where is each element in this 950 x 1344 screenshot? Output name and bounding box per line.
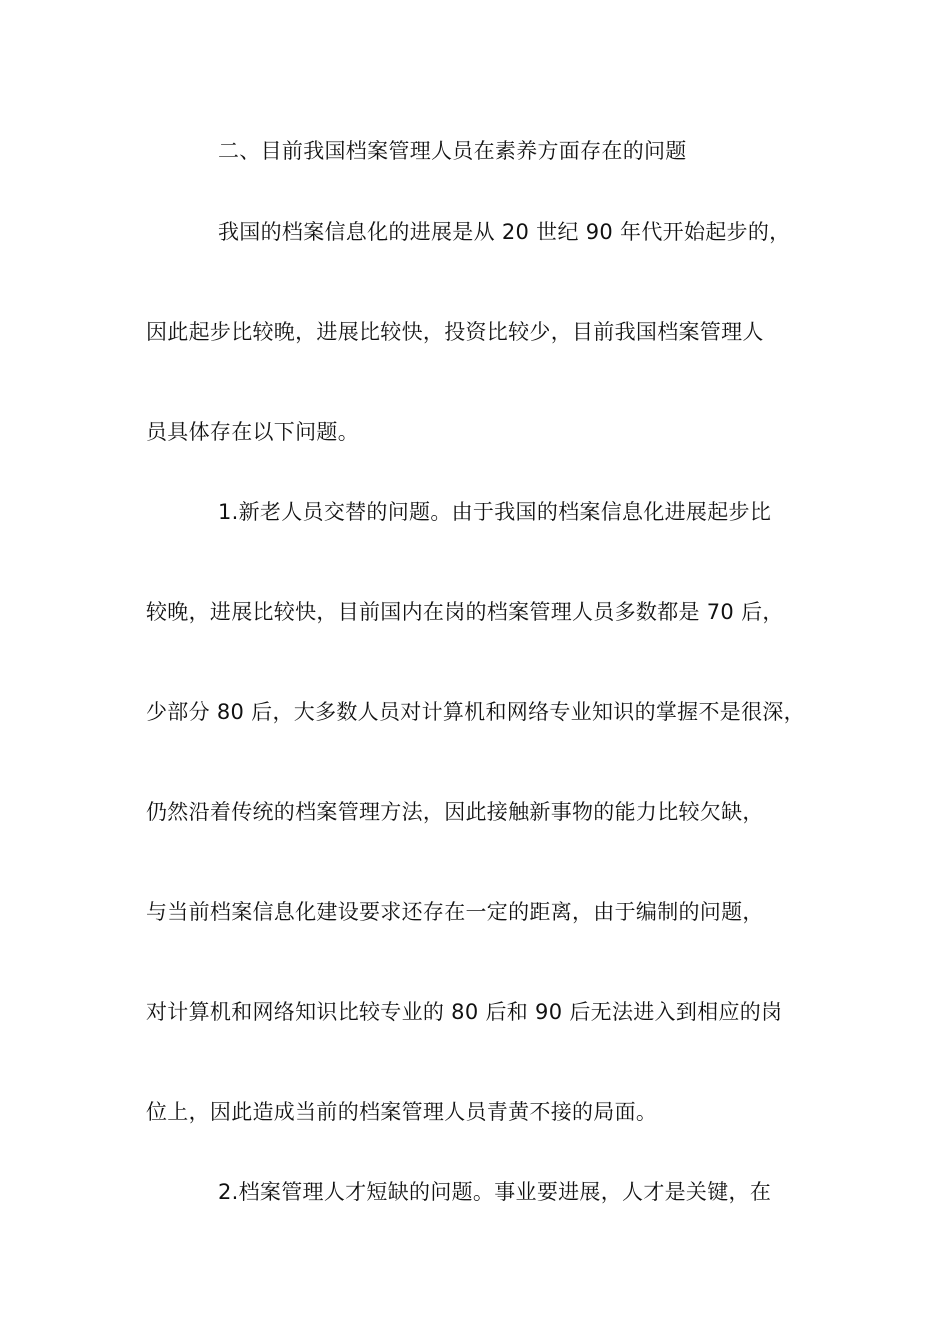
paragraph-2-line-3: 少部分 80 后，大多数人员对计算机和网络专业知识的掌握不是很深， bbox=[146, 700, 805, 724]
paragraph-1-line-2: 因此起步比较晚，进展比较快，投资比较少，目前我国档案管理人 bbox=[146, 320, 764, 344]
paragraph-2-line-5: 与当前档案信息化建设要求还存在一定的距离，由于编制的问题， bbox=[146, 900, 764, 924]
paragraph-3-line-1: 2.档案管理人才短缺的问题。事业要进展，人才是关键，在 bbox=[218, 1180, 772, 1204]
paragraph-2-line-2: 较晚，进展比较快，目前国内在岗的档案管理人员多数都是 70 后， bbox=[146, 600, 784, 624]
paragraph-1-line-3: 员具体存在以下问题。 bbox=[146, 420, 359, 444]
paragraph-1-line-1: 我国的档案信息化的进展是从 20 世纪 90 年代开始起步的， bbox=[218, 220, 791, 244]
section-heading: 二、目前我国档案管理人员在素养方面存在的问题 bbox=[218, 139, 687, 163]
paragraph-2-line-1: 1.新老人员交替的问题。由于我国的档案信息化进展起步比 bbox=[218, 500, 772, 524]
paragraph-2-line-6: 对计算机和网络知识比较专业的 80 后和 90 后无法进入到相应的岗 bbox=[146, 1000, 783, 1024]
paragraph-2-line-4: 仍然沿着传统的档案管理方法，因此接触新事物的能力比较欠缺， bbox=[146, 800, 764, 824]
paragraph-2-line-7: 位上，因此造成当前的档案管理人员青黄不接的局面。 bbox=[146, 1100, 658, 1124]
